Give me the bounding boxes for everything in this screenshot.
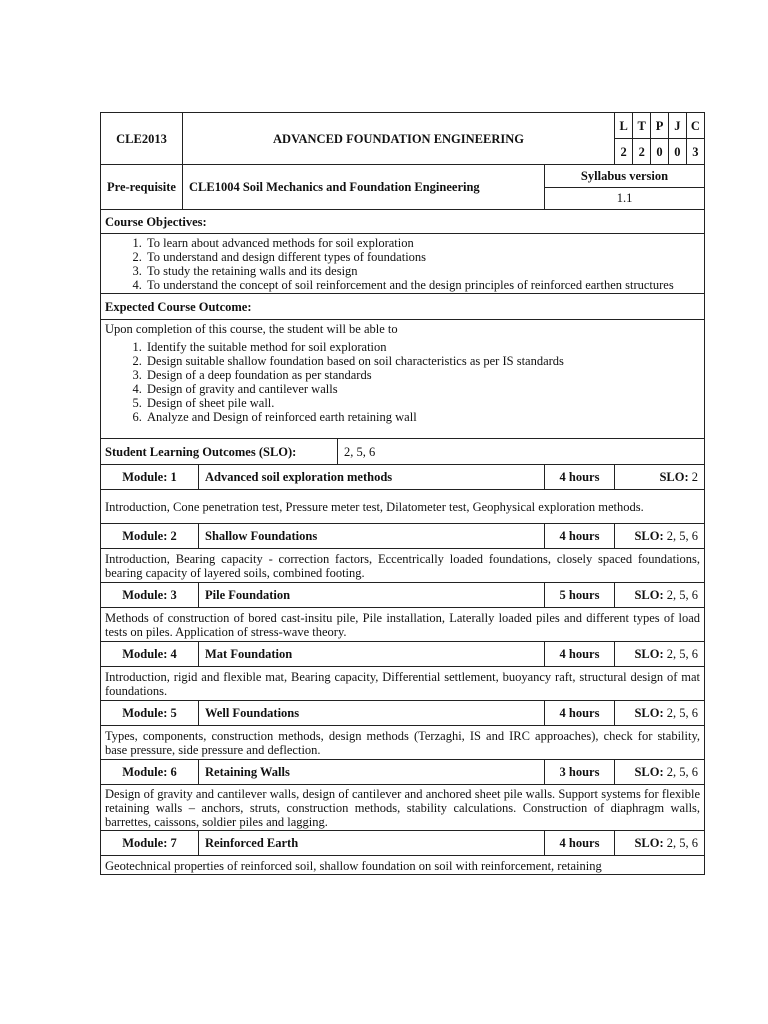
module-header-row	[101, 642, 705, 667]
modules-body	[101, 465, 705, 875]
objective-item: 3. To study the retaining walls and its design	[145, 264, 700, 278]
ltpjc-label: J	[668, 113, 686, 139]
ltpjc-value: 2	[633, 139, 651, 165]
syllabus-version-label: Syllabus version	[545, 166, 704, 188]
module-slo	[615, 583, 705, 608]
objectives-list-cell	[101, 234, 705, 294]
module-label: Module: 1	[101, 465, 199, 490]
module-slo	[615, 642, 705, 667]
module-slo	[615, 831, 705, 856]
outcomes-list	[105, 340, 700, 424]
outcomes-heading: Expected Course Outcome:	[101, 294, 705, 320]
module-content: Introduction, Bearing capacity - correction factors, Eccentrically loaded foundations, closely spaced foundations, bearing capacity of layered soils, combined footing.	[101, 549, 705, 583]
outcome-item: 2. Design suitable shallow foundation based on soil characteristics as per IS standards	[145, 354, 700, 368]
module-slo-label: SLO:	[634, 588, 664, 602]
module-content-row	[101, 726, 705, 760]
module-label: Module: 4	[101, 642, 199, 667]
syllabus-version-block	[545, 165, 705, 210]
module-content-row	[101, 549, 705, 583]
outcome-item: 1. Identify the suitable method for soil exploration	[145, 340, 700, 354]
module-slo-label: SLO:	[634, 706, 664, 720]
prereq-label: Pre-requisite	[101, 165, 183, 210]
module-header-row	[101, 465, 705, 490]
module-hours: 4 hours	[545, 465, 615, 490]
outcomes-intro: Upon completion of this course, the student will be able to	[105, 322, 398, 336]
module-slo-value: 2, 5, 6	[666, 765, 699, 779]
module-slo	[615, 465, 705, 490]
module-slo-value: 2, 5, 6	[666, 706, 699, 720]
module-title: Advanced soil exploration methods	[199, 465, 545, 490]
outcome-item: 5. Design of sheet pile wall.	[145, 396, 700, 410]
module-header-row	[101, 524, 705, 549]
module-label: Module: 7	[101, 831, 199, 856]
outcomes-cell	[101, 320, 705, 439]
syllabus-table	[100, 112, 705, 875]
course-code: CLE2013	[101, 113, 183, 165]
module-slo-label: SLO:	[634, 765, 664, 779]
module-slo-label: SLO:	[634, 529, 664, 543]
module-slo	[615, 760, 705, 785]
module-content-row	[101, 667, 705, 701]
module-hours: 4 hours	[545, 642, 615, 667]
module-label: Module: 5	[101, 701, 199, 726]
module-content-row	[101, 856, 705, 875]
objective-item: 1. To learn about advanced methods for soil exploration	[145, 236, 700, 250]
module-hours: 4 hours	[545, 701, 615, 726]
ltpjc-value: 0	[651, 139, 669, 165]
course-title: ADVANCED FOUNDATION ENGINEERING	[183, 113, 615, 165]
module-slo-label: SLO:	[634, 647, 664, 661]
objectives-list	[101, 236, 700, 292]
ltpjc-value: 3	[686, 139, 704, 165]
ltpjc-label: L	[615, 113, 633, 139]
slo-value: 2, 5, 6	[338, 439, 705, 465]
module-header-row	[101, 831, 705, 856]
module-title: Well Foundations	[199, 701, 545, 726]
ltpjc-label: T	[633, 113, 651, 139]
module-header-row	[101, 760, 705, 785]
module-label: Module: 2	[101, 524, 199, 549]
module-label: Module: 3	[101, 583, 199, 608]
syllabus-sheet	[100, 112, 704, 875]
module-slo-value: 2, 5, 6	[666, 836, 699, 850]
module-hours: 3 hours	[545, 760, 615, 785]
module-content: Methods of construction of bored cast-insitu pile, Pile installation, Laterally loaded piles and different types of load tests on piles. Application of stress-wave theory.	[101, 608, 705, 642]
outcome-item: 3. Design of a deep foundation as per standards	[145, 368, 700, 382]
ltpjc-label: P	[651, 113, 669, 139]
module-title: Shallow Foundations	[199, 524, 545, 549]
module-hours: 4 hours	[545, 524, 615, 549]
ltpjc-value: 2	[615, 139, 633, 165]
module-title: Retaining Walls	[199, 760, 545, 785]
slo-label: Student Learning Outcomes (SLO):	[101, 439, 338, 465]
module-content-row	[101, 490, 705, 524]
module-content: Geotechnical properties of reinforced soil, shallow foundation on soil with reinforcement, retaining	[101, 856, 705, 875]
module-title: Reinforced Earth	[199, 831, 545, 856]
ltpjc-label: C	[686, 113, 704, 139]
module-slo-label: SLO:	[659, 470, 689, 484]
syllabus-version-value: 1.1	[545, 188, 704, 209]
module-content: Introduction, Cone penetration test, Pressure meter test, Dilatometer test, Geophysical exploration methods.	[101, 490, 705, 524]
module-slo-value: 2, 5, 6	[666, 588, 699, 602]
module-content-row	[101, 608, 705, 642]
module-content-row	[101, 785, 705, 831]
module-title: Mat Foundation	[199, 642, 545, 667]
objectives-heading: Course Objectives:	[101, 210, 705, 234]
module-slo-value: 2, 5, 6	[666, 529, 699, 543]
objective-item: 2. To understand and design different types of foundations	[145, 250, 700, 264]
ltpjc-block	[615, 113, 705, 165]
module-content: Types, components, construction methods, design methods (Terzaghi, IS and IRC approaches), check for stability, base pressure, side pressure and deflection.	[101, 726, 705, 760]
module-slo-value: 2, 5, 6	[666, 647, 699, 661]
module-content: Introduction, rigid and flexible mat, Bearing capacity, Differential settlement, buoyancy raft, structural design of mat foundations.	[101, 667, 705, 701]
module-label: Module: 6	[101, 760, 199, 785]
module-slo-value: 2	[691, 470, 699, 484]
module-hours: 5 hours	[545, 583, 615, 608]
module-slo	[615, 701, 705, 726]
module-slo	[615, 524, 705, 549]
module-header-row	[101, 701, 705, 726]
module-title: Pile Foundation	[199, 583, 545, 608]
module-content: Design of gravity and cantilever walls, design of cantilever and anchored sheet pile walls. Support systems for flexible retaining walls – anchors, struts, construction methods, stability calculations. Construction of diaphragm walls, barrettes, caissons, soldier piles and lagging.	[101, 785, 705, 831]
outcome-item: 4. Design of gravity and cantilever walls	[145, 382, 700, 396]
module-slo-label: SLO:	[634, 836, 664, 850]
module-header-row	[101, 583, 705, 608]
module-hours: 4 hours	[545, 831, 615, 856]
outcome-item: 6. Analyze and Design of reinforced earth retaining wall	[145, 410, 700, 424]
objective-item: 4. To understand the concept of soil reinforcement and the design principles of reinforced earthen structures	[145, 278, 700, 292]
prereq-value: CLE1004 Soil Mechanics and Foundation Engineering	[183, 165, 545, 210]
ltpjc-value: 0	[668, 139, 686, 165]
